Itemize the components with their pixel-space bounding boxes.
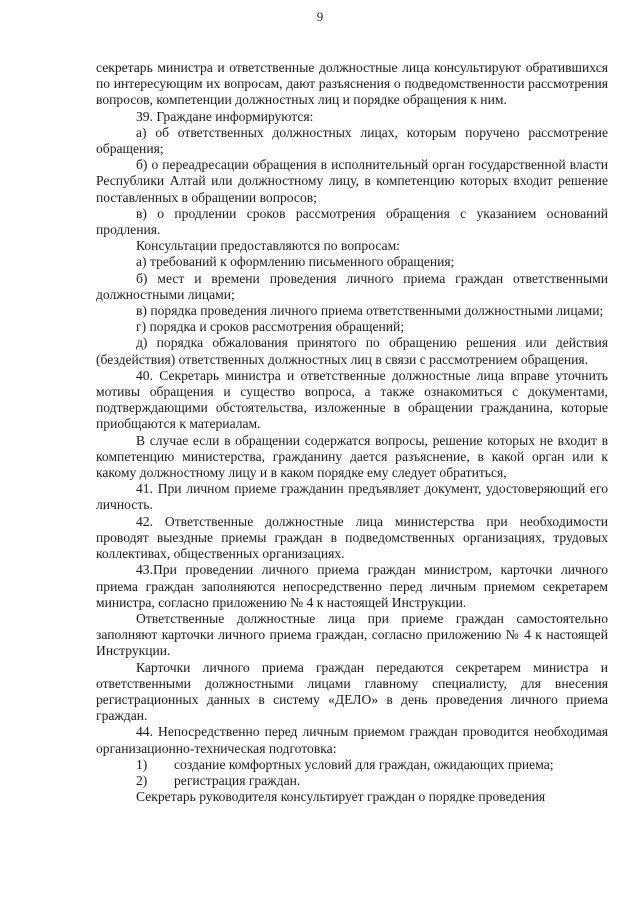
paragraph-41: 41. При личном приеме гражданин предъявляет документ, удостоверяющий его личность. (96, 481, 608, 513)
paragraph-40: 40. Секретарь министра и ответственные должностные лица вправе уточнить мотивы обращения и существо вопроса, а также ознакомиться с документами, подтверждающими обстоятельства, изложенные в обращении гражданина, которые приобщаются к материалам. (96, 367, 608, 432)
paragraph-39: 39. Граждане информируются: (136, 108, 314, 124)
paragraph-consultations: Консультации предоставляются по вопросам: (136, 238, 400, 254)
paragraph-consult-b: б) мест и времени проведения личного приема граждан ответственными должностными лицами; (96, 270, 608, 302)
paragraph-intro: секретарь министра и ответственные должностные лица консультируют обратившихся по интересующим их вопросам, дают разъяснения о подведомственности рассмотрения вопросов, компетенции должностных лиц и порядке обращения к ним. (96, 60, 608, 108)
paragraph-consult-c: в) порядка проведения личного приема ответственными должностными лицами; (136, 303, 604, 319)
list-item-number: 1) (136, 756, 148, 772)
page-number: 9 (316, 9, 324, 24)
paragraph-consult-e: д) порядка обжалования принятого по обращению решения или действия (бездействия) ответственных должностных лиц в связи с рассмотрением обращения. (96, 335, 608, 367)
paragraph-44: 44. Непосредственно перед личным приемом граждан проводится необходимая организационно-техническая подготовка: (96, 724, 608, 756)
list-item-text: регистрация граждан. (174, 772, 301, 788)
paragraph-last: Секретарь руководителя консультирует граждан о порядке проведения (136, 789, 546, 805)
paragraph-39c: в) о продлении сроков рассмотрения обращения с указанием оснований продления. (96, 205, 608, 238)
list-item (96, 773, 608, 789)
paragraph-40-cont: В случае если в обращении содержатся вопросы, решение которых не входит в компетенцию министерства, гражданину дается разъяснение, в какой орган или к какому должностному лицу и в каком порядке ему следует обратиться, (96, 432, 608, 481)
paragraph-39a: а) об ответственных должностных лицах, которым поручено рассмотрение обращения; (96, 124, 608, 157)
paragraph-43-cards: Карточки личного приема граждан передаются секретарем министра и ответственными должностными лицами главному специалисту, для внесения регистрационных данных в систему «ДЕЛО» в день проведения личного приема граждан. (96, 659, 608, 724)
paragraph-42: 42. Ответственные должностные лица министерства при необходимости проводят выездные приемы граждан в подведомственных организациях, трудовых коллективах, общественных организациях. (96, 513, 608, 562)
list-item (96, 757, 608, 773)
document-body (96, 60, 608, 805)
list-item-text: создание комфортных условий для граждан, ожидающих приема; (174, 756, 554, 772)
paragraph-39b: б) о переадресации обращения в исполнительный орган государственной власти Республики Алтай или должностному лицу, в компетенцию которых входит решение поставленных в обращении вопросов; (96, 157, 608, 205)
paragraph-consult-d: г) порядка и сроков рассмотрения обращений; (136, 319, 405, 335)
paragraph-43: 43.При проведении личного приема граждан министром, карточки личного приема граждан заполняются непосредственно перед личным приемом секретарем министра, согласно приложению № 4 к настоящей Инструкции. (96, 562, 608, 610)
paragraph-consult-a: а) требований к оформлению письменного обращения; (136, 254, 455, 270)
paragraph-43-cont: Ответственные должностные лица при приеме граждан самостоятельно заполняют карточки личного приема граждан, согласно приложению № 4 к настоящей Инструкции. (96, 610, 608, 659)
list-item-number: 2) (136, 772, 148, 788)
